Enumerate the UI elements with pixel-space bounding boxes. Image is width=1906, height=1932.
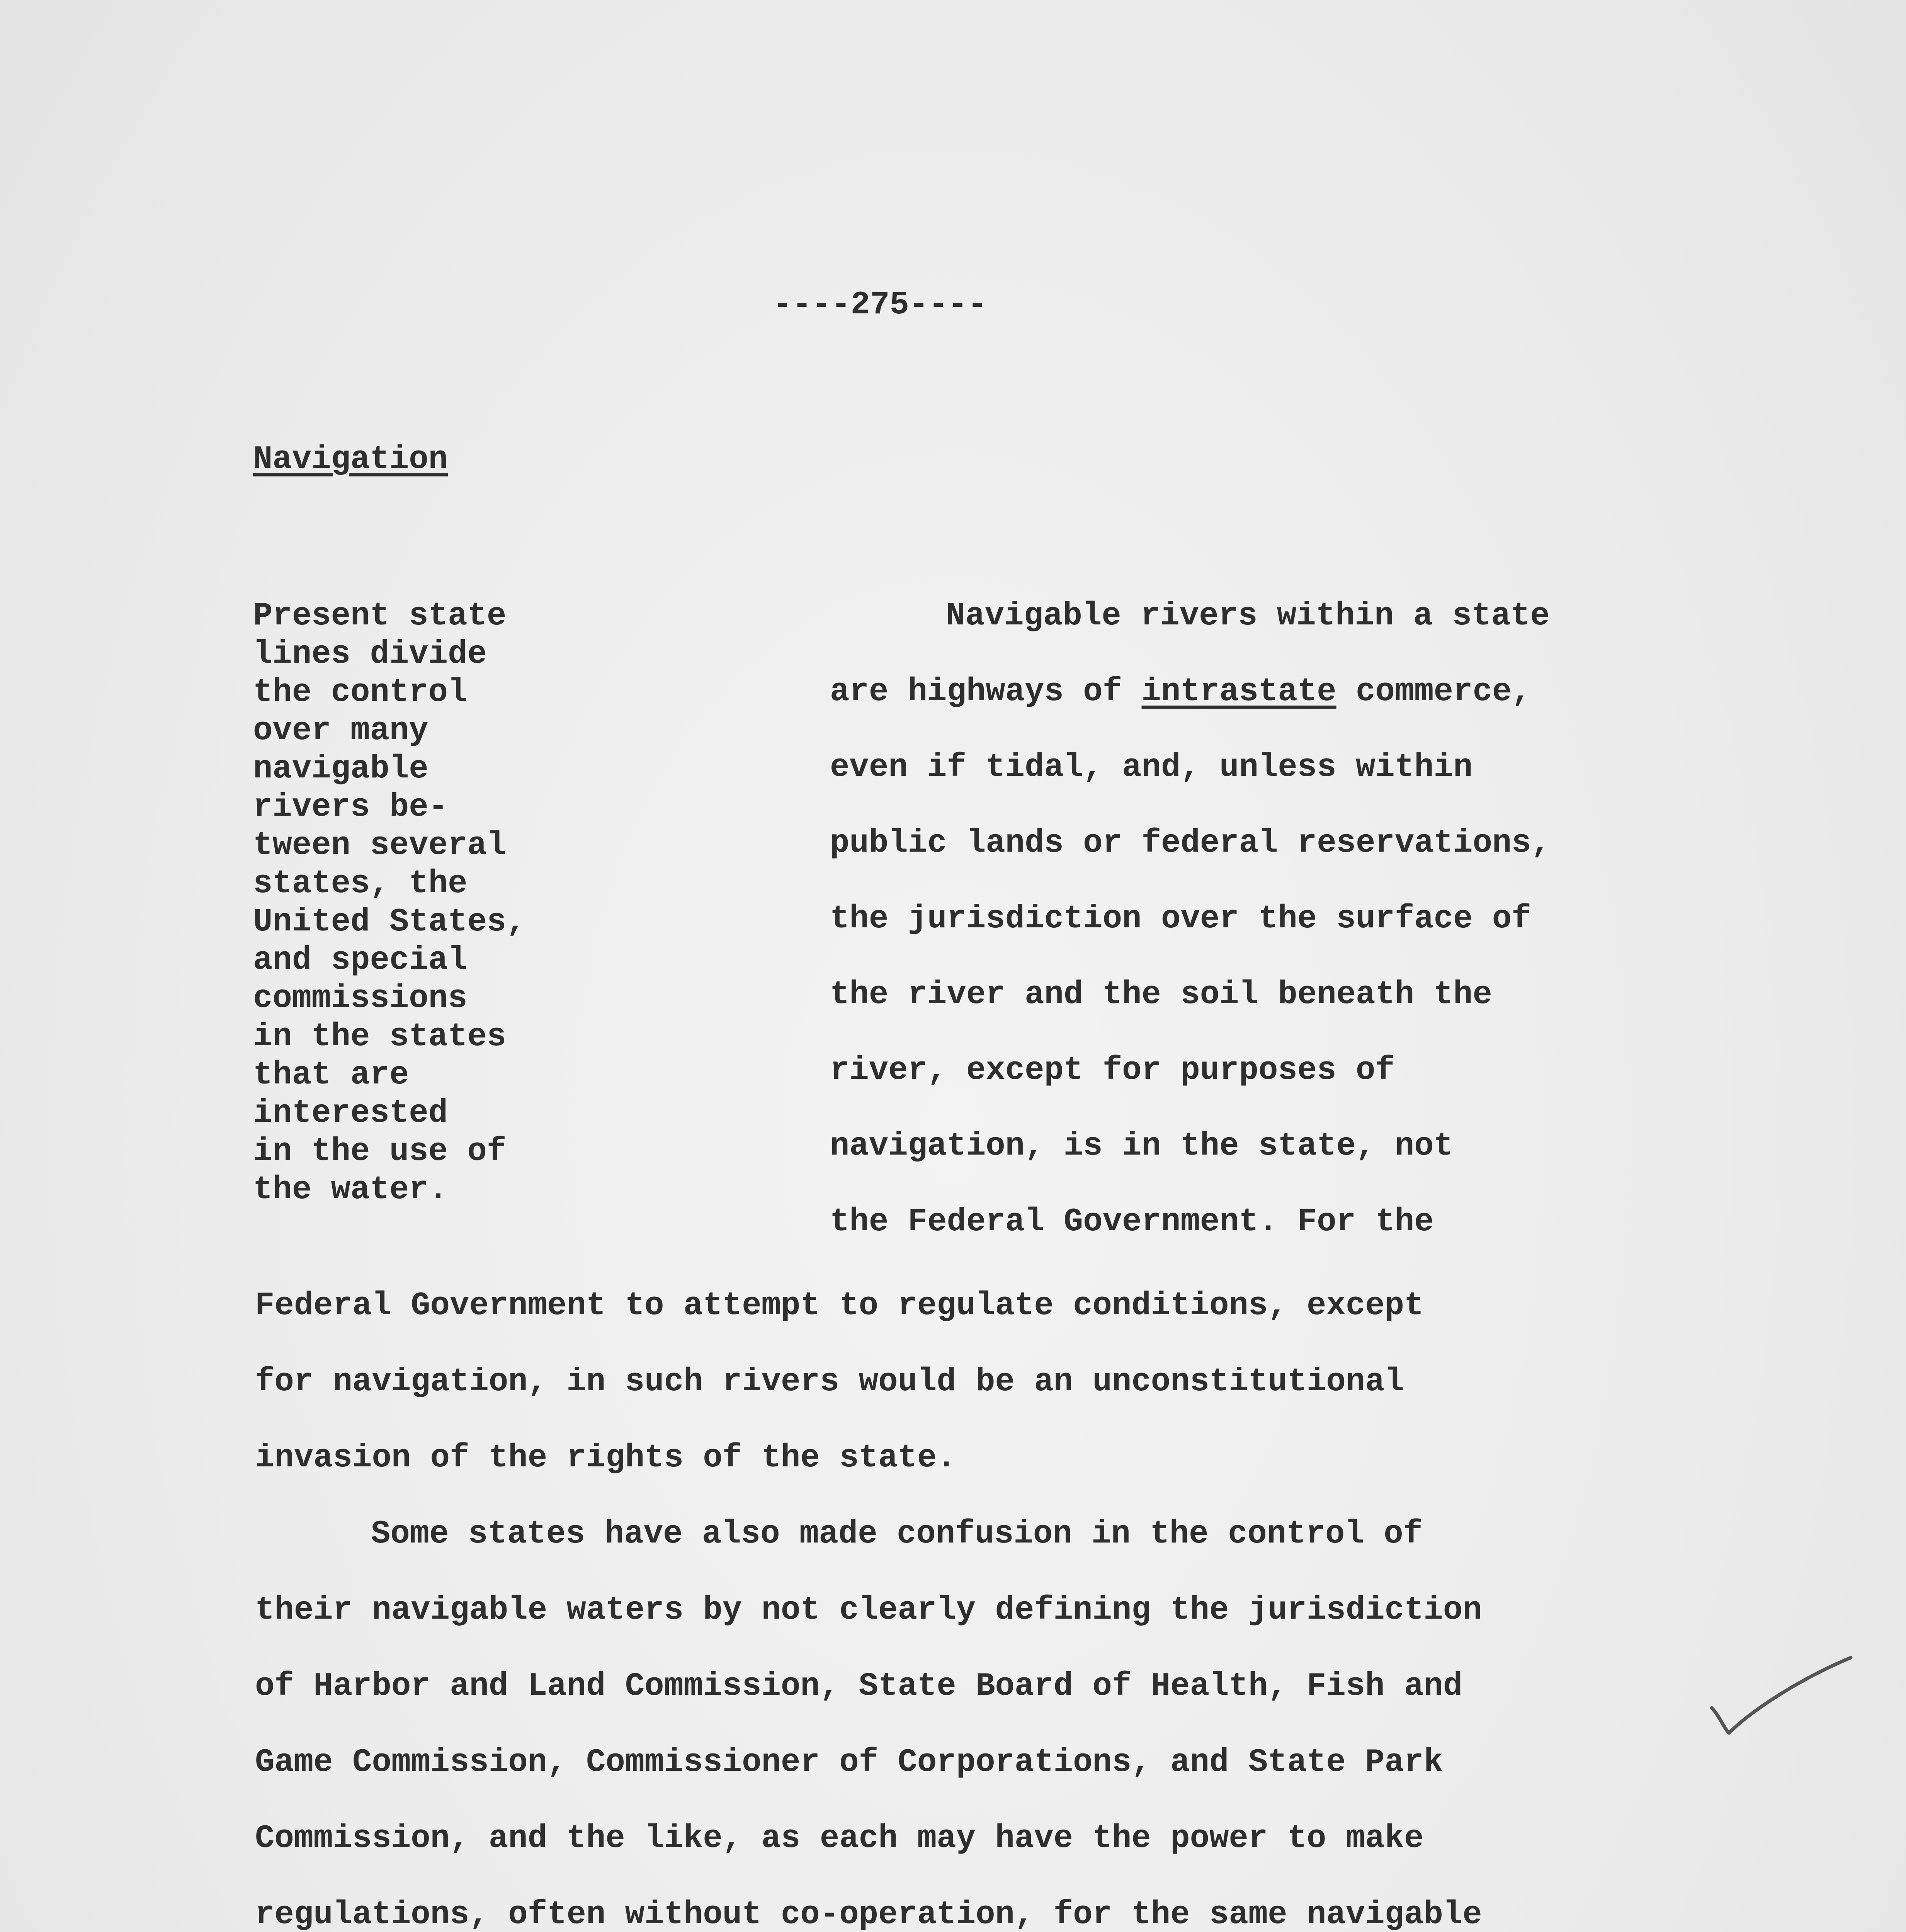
paragraph-line: invasion of the rights of the state.	[255, 1440, 956, 1476]
paragraph-line: for navigation, in such rivers would be an unconstitutional	[255, 1364, 1404, 1400]
body-text	[255, 1287, 1723, 1932]
pencil-check-mark-icon	[1708, 1650, 1855, 1739]
line-text: are highways of	[830, 673, 1142, 710]
paragraph-line: the Federal Government. For the	[830, 1204, 1434, 1240]
line-text: commerce,	[1336, 673, 1531, 710]
margin-note-line: United States,	[253, 904, 526, 940]
margin-note-line: interested	[253, 1095, 448, 1132]
paragraph-line: navigation, is in the state, not	[830, 1128, 1454, 1165]
margin-note-line: in the use of	[253, 1133, 507, 1170]
paragraph-line: the river and the soil beneath the	[830, 976, 1492, 1013]
paragraph-1-column	[830, 597, 1719, 1279]
paragraph-2-line: Commission, and the like, as each may have the power to make	[255, 1820, 1424, 1857]
margin-note-line: lines divide	[253, 636, 487, 673]
margin-note-line: tween several	[253, 827, 507, 864]
paragraph-2-line: Game Commission, Commissioner of Corporations, and State Park	[255, 1744, 1443, 1781]
margin-note-line: states, the	[253, 866, 468, 902]
page-number: ----275----	[773, 287, 987, 323]
margin-note-line: over many	[253, 713, 428, 749]
margin-note-line: and special	[253, 942, 468, 979]
margin-note	[253, 597, 601, 1209]
paragraph-line: even if tidal, and, unless within	[830, 749, 1473, 786]
margin-note-line: the water.	[253, 1172, 448, 1208]
margin-note-line: Present state	[253, 598, 507, 634]
paragraph-line: the jurisdiction over the surface of	[830, 901, 1531, 937]
paragraph-line: public lands or federal reservations,	[830, 825, 1551, 862]
paragraph-2-line: Some states have also made confusion in the control of	[371, 1516, 1423, 1553]
margin-note-line: the control	[253, 674, 468, 711]
margin-note-line: that are	[253, 1057, 409, 1094]
paragraph-2-line: their navigable waters by not clearly defining the jurisdiction	[255, 1592, 1482, 1629]
margin-note-line: navigable	[253, 751, 428, 787]
paragraph-line: river, except for purposes of	[830, 1052, 1395, 1089]
paragraph-line: Federal Government to attempt to regulate conditions, except	[255, 1287, 1424, 1324]
section-heading: Navigation	[253, 441, 448, 478]
margin-note-line: in the states	[253, 1019, 507, 1055]
paragraph-line	[830, 673, 1719, 711]
underlined-word: intrastate	[1141, 673, 1336, 710]
margin-note-line: rivers be-	[253, 789, 448, 826]
paragraph-2-line: regulations, often without co-operation, for the same navigable	[255, 1896, 1482, 1932]
paragraph-2-line: of Harbor and Land Commission, State Board of Health, Fish and	[255, 1668, 1463, 1705]
margin-note-line: commissions	[253, 980, 468, 1017]
paragraph-line: Navigable rivers within a state	[946, 598, 1550, 634]
